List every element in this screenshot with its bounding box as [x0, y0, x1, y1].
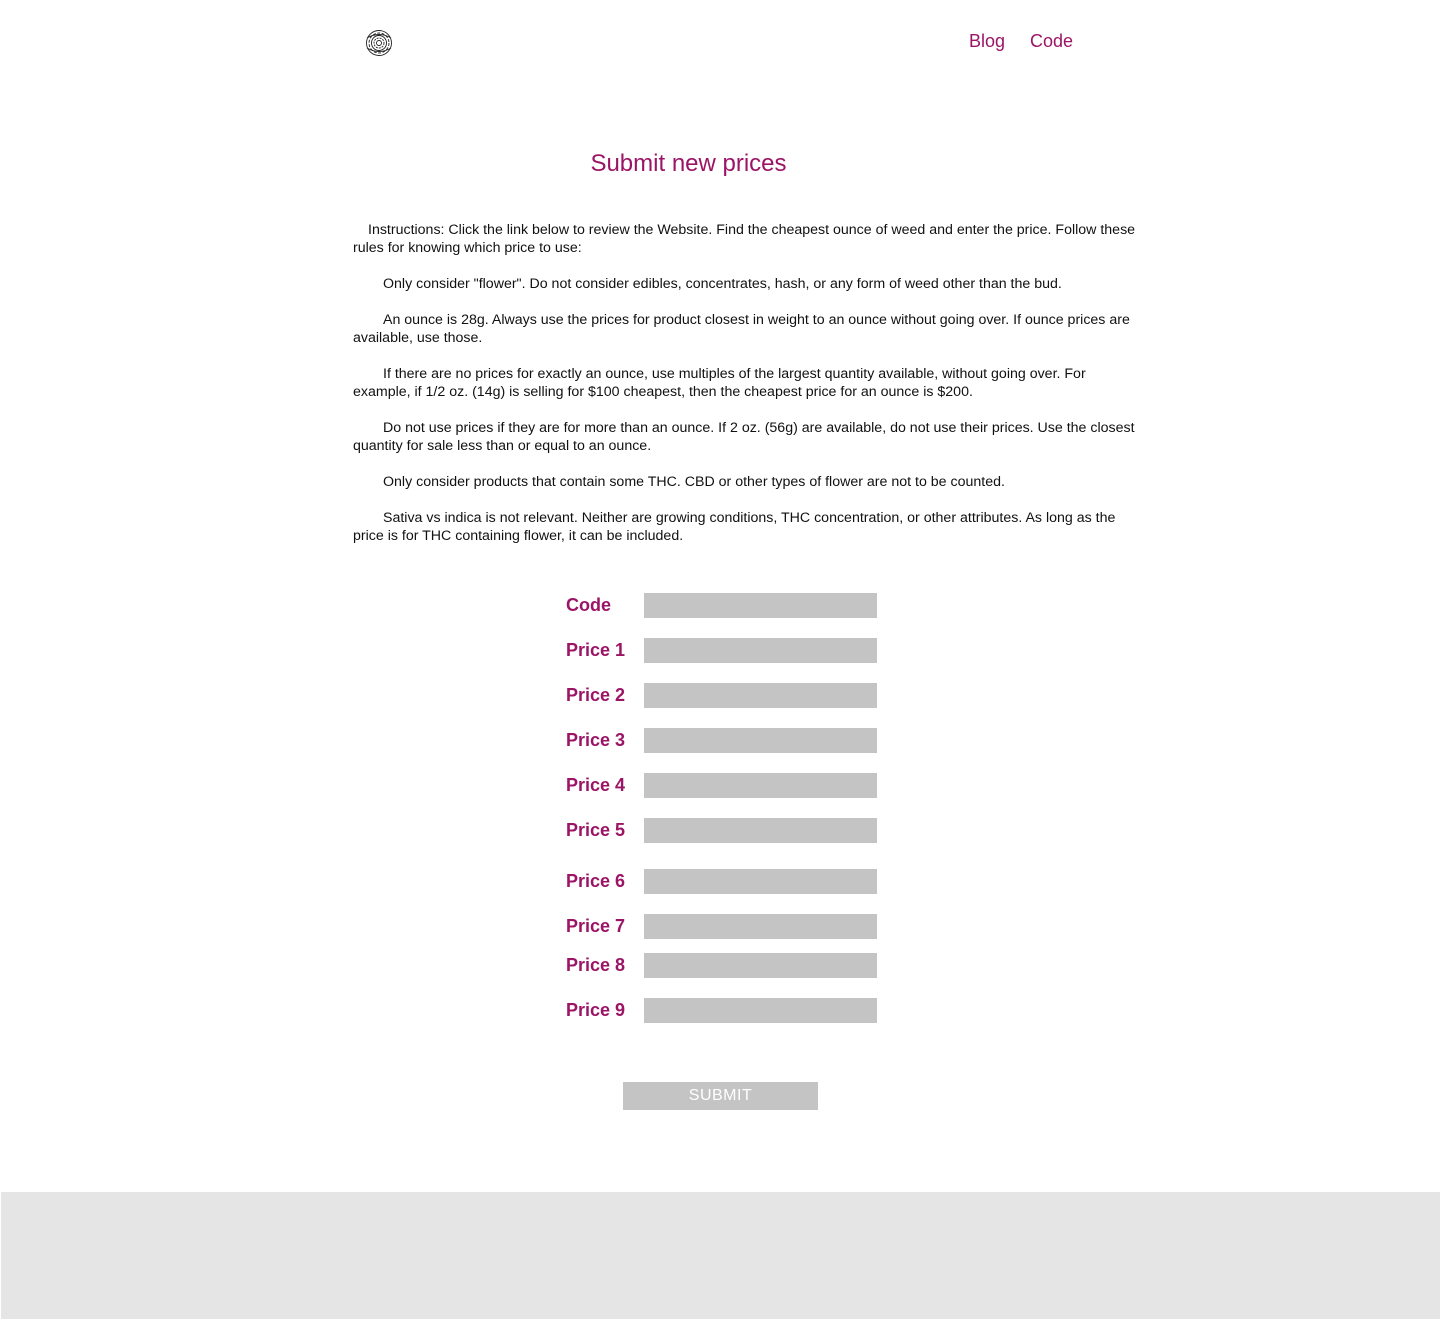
instruction-rule-over-ounce: Do not use prices if they are for more than an ounce. If 2 oz. (56g) are available, do not use their prices. Use the closest quantity for sale less than or equal to an ounce.: [353, 420, 1135, 454]
price-6-label: Price 6: [566, 871, 626, 891]
spiral-logo-icon[interactable]: [364, 29, 394, 57]
page-title: Submit new prices: [590, 150, 787, 177]
code-label: Code: [566, 595, 611, 615]
price-1-input[interactable]: [644, 638, 877, 663]
price-7-label: Price 7: [566, 916, 626, 936]
site-footer: [1, 1192, 1440, 1319]
nav-link-code[interactable]: Code: [1030, 31, 1074, 51]
price-9-input[interactable]: [644, 998, 877, 1023]
submit-button[interactable]: SUBMIT: [623, 1082, 818, 1110]
price-4-input[interactable]: [644, 773, 877, 798]
instruction-rule-multiples: If there are no prices for exactly an ounce, use multiples of the largest quantity available, without going over. For example, if 1/2 oz. (14g) is selling for $100 cheapest, then the cheapest price for an ounce is $200.: [353, 366, 1086, 400]
instruction-rule-flower: Only consider "flower". Do not consider edibles, concentrates, hash, or any form of weed other than the bud.: [383, 276, 1062, 292]
form-row-price-8: [566, 953, 886, 978]
form-row-price-5: [566, 818, 886, 843]
price-5-label: Price 5: [566, 820, 626, 840]
price-9-label: Price 9: [566, 1000, 626, 1020]
form-row-price-3: [566, 728, 886, 753]
nav-link-blog[interactable]: Blog: [969, 31, 1006, 51]
code-input[interactable]: [644, 593, 877, 618]
price-2-input[interactable]: [644, 683, 877, 708]
price-5-input[interactable]: [644, 818, 877, 843]
form-row-price-9: [566, 998, 886, 1023]
price-1-label: Price 1: [566, 640, 626, 660]
form-row-price-2: [566, 683, 886, 708]
instructions: [353, 221, 1143, 563]
form-row-price-7: [566, 914, 886, 939]
instructions-intro: Instructions: Click the link below to review the Website. Find the cheapest ounce of weed and enter the price. Follow these rules for knowing which price to use:: [353, 222, 1136, 256]
form-row-code: [566, 593, 886, 618]
price-3-input[interactable]: [644, 728, 877, 753]
price-8-input[interactable]: [644, 953, 877, 978]
instruction-rule-thc: Only consider products that contain some THC. CBD or other types of flower are not to be counted.: [383, 474, 1005, 490]
form-row-price-4: [566, 773, 886, 798]
form-row-price-6: [566, 869, 886, 894]
price-6-input[interactable]: [644, 869, 877, 894]
price-2-label: Price 2: [566, 685, 626, 705]
price-7-input[interactable]: [644, 914, 877, 939]
instruction-rule-sativa: Sativa vs indica is not relevant. Neither are growing conditions, THC concentration, or other attributes. As long as the price is for THC containing flower, it can be included.: [353, 510, 1116, 544]
price-8-label: Price 8: [566, 955, 626, 975]
price-4-label: Price 4: [566, 775, 626, 795]
price-3-label: Price 3: [566, 730, 626, 750]
instruction-rule-ounce: An ounce is 28g. Always use the prices for product closest in weight to an ounce without going over. If ounce prices are available, use those.: [353, 312, 1130, 346]
form-row-price-1: [566, 638, 886, 663]
